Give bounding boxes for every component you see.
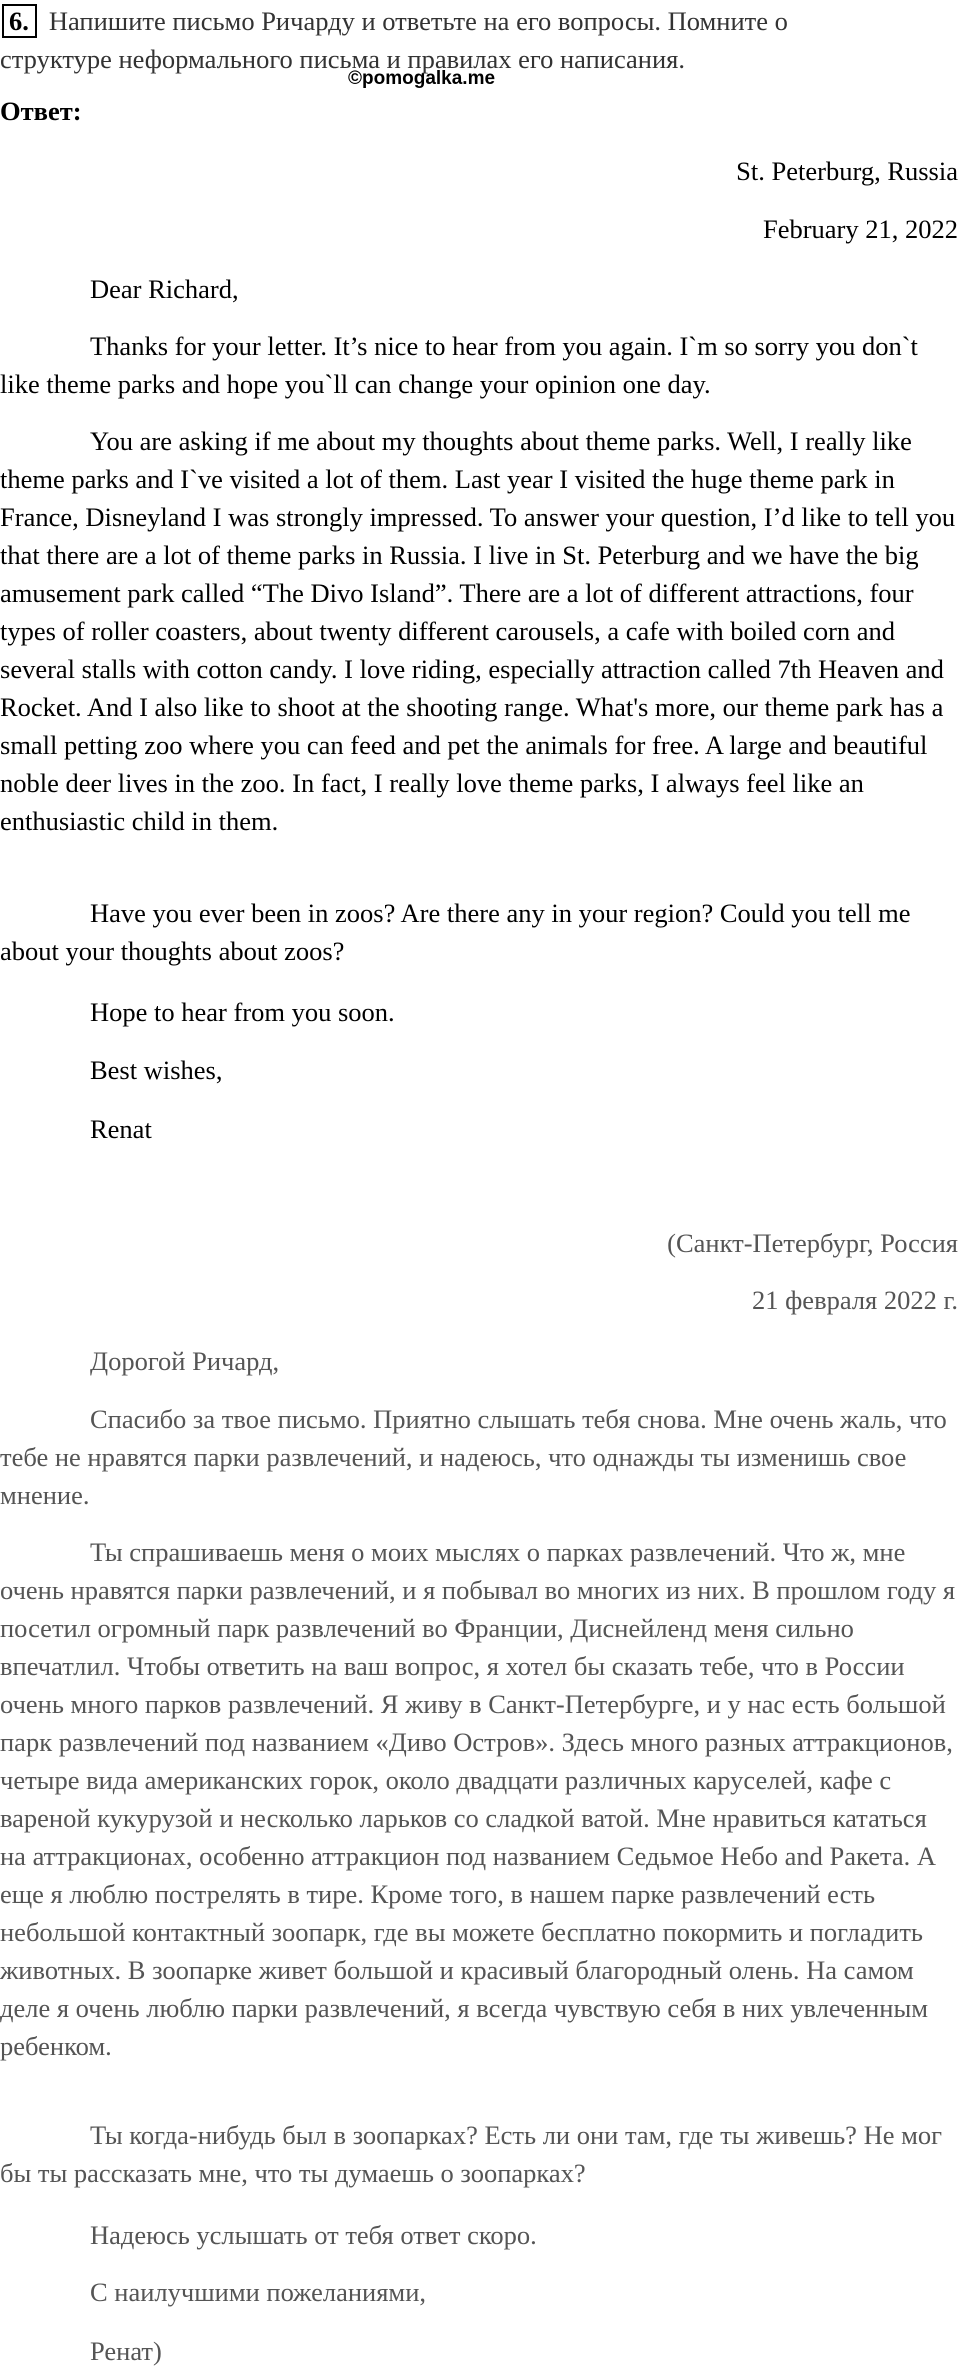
task-text-line2: структуре неформального письма и правилах его написания. <box>0 44 685 74</box>
english-closing-2: Best wishes, <box>90 1055 223 1085</box>
english-signature: Renat <box>90 1114 152 1144</box>
russian-address: (Санкт-Петербург, Россия <box>667 1228 958 1258</box>
russian-paragraph-1: Спасибо за твое письмо. Приятно слышать тебя снова. Мне очень жаль, что тебе не нравятся парки развлечений, и надеюсь, что однажды ты изменишь свое мнение. <box>0 1404 947 1510</box>
russian-signature: Ренат) <box>90 2336 162 2366</box>
english-address: St. Peterburg, Russia <box>736 156 958 186</box>
english-paragraph-2: You are asking if me about my thoughts about theme parks. Well, I really like theme parks and I`ve visited a lot of them. Last year I visited the huge theme park in France, Disneyland I was strongly impressed. To answer your question, I’d like to tell you that there are a lot of theme parks in Russia. I live in St. Peterburg and we have the big amusement park called “The Divo Island”. There are a lot of different attractions, four types of roller coasters, about twenty different carousels, a cafe with boiled corn and several stalls with cotton candy. I love riding, especially attraction called 7th Heaven and Rocket. And I also like to shoot at the shooting range. What's more, our theme park has a small petting zoo where you can feed and pet the animals for free. A large and beautiful noble deer lives in the zoo. In fact, I really love theme parks, I always feel like an enthusiastic child in them. <box>0 426 956 836</box>
watermark: ©pomogalka.me <box>348 68 496 89</box>
english-greeting: Dear Richard, <box>90 274 239 304</box>
russian-closing-1: Надеюсь услышать от тебя ответ скоро. <box>90 2220 537 2250</box>
english-closing-1: Hope to hear from you soon. <box>90 997 395 1027</box>
answer-label: Ответ: <box>0 96 82 126</box>
russian-closing-2: С наилучшими пожеланиями, <box>90 2277 426 2307</box>
english-date: February 21, 2022 <box>762 214 958 244</box>
task-text-line1: Напишите письмо Ричарду и ответьте на его вопросы. Помните о <box>48 6 788 36</box>
russian-paragraph-3: Ты когда-нибудь был в зоопарках? Есть ли они там, где ты живешь? Не мог бы ты рассказать мне, что ты думаешь о зоопарках? <box>0 2120 942 2188</box>
russian-greeting: Дорогой Ричард, <box>90 1346 280 1376</box>
task-statement <box>0 2 960 78</box>
russian-paragraph-2: Ты спрашиваешь меня о моих мыслях о парках развлечений. Что ж, мне очень нравятся парки развлечений, и я побывал во многих из них. В прошлом году я посетил огромный парк развлечений во Франции, Диснейленд меня сильно впечатлил. Чтобы ответить на ваш вопрос, я хотел бы сказать тебе, что в России очень много парков развлечений. Я живу в Санкт-Петербурге, и у нас есть большой парк развлечений под названием «Диво Остров». Здесь много разных аттракционов, четыре вида американских горок, около двадцати различных каруселей, кафе с вареной кукурузой и несколько ларьков со сладкой ватой. Мне нравиться кататься на аттракционах, особенно аттракцион под названием Седьмое Небо and Ракета. А еще я люблю пострелять в тире. Кроме того, в нашем парке развлечений есть небольшой контактный зоопарк, где вы можете бесплатно покормить и погладить животных. В зоопарке живет большой и красивый благородный олень. На самом деле я очень люблю парки развлечений, я всегда чувствую себя в них увлеченным ребенком. <box>0 1537 956 2061</box>
russian-date: 21 февраля 2022 г. <box>752 1285 958 1315</box>
english-paragraph-3: Have you ever been in zoos? Are there any in your region? Could you tell me about your thoughts about zoos? <box>0 898 911 966</box>
english-paragraph-1: Thanks for your letter. It’s nice to hear from you again. I`m so sorry you don`t like theme parks and hope you`ll can change your opinion one day. <box>0 331 918 399</box>
task-number: 6. <box>2 4 37 38</box>
